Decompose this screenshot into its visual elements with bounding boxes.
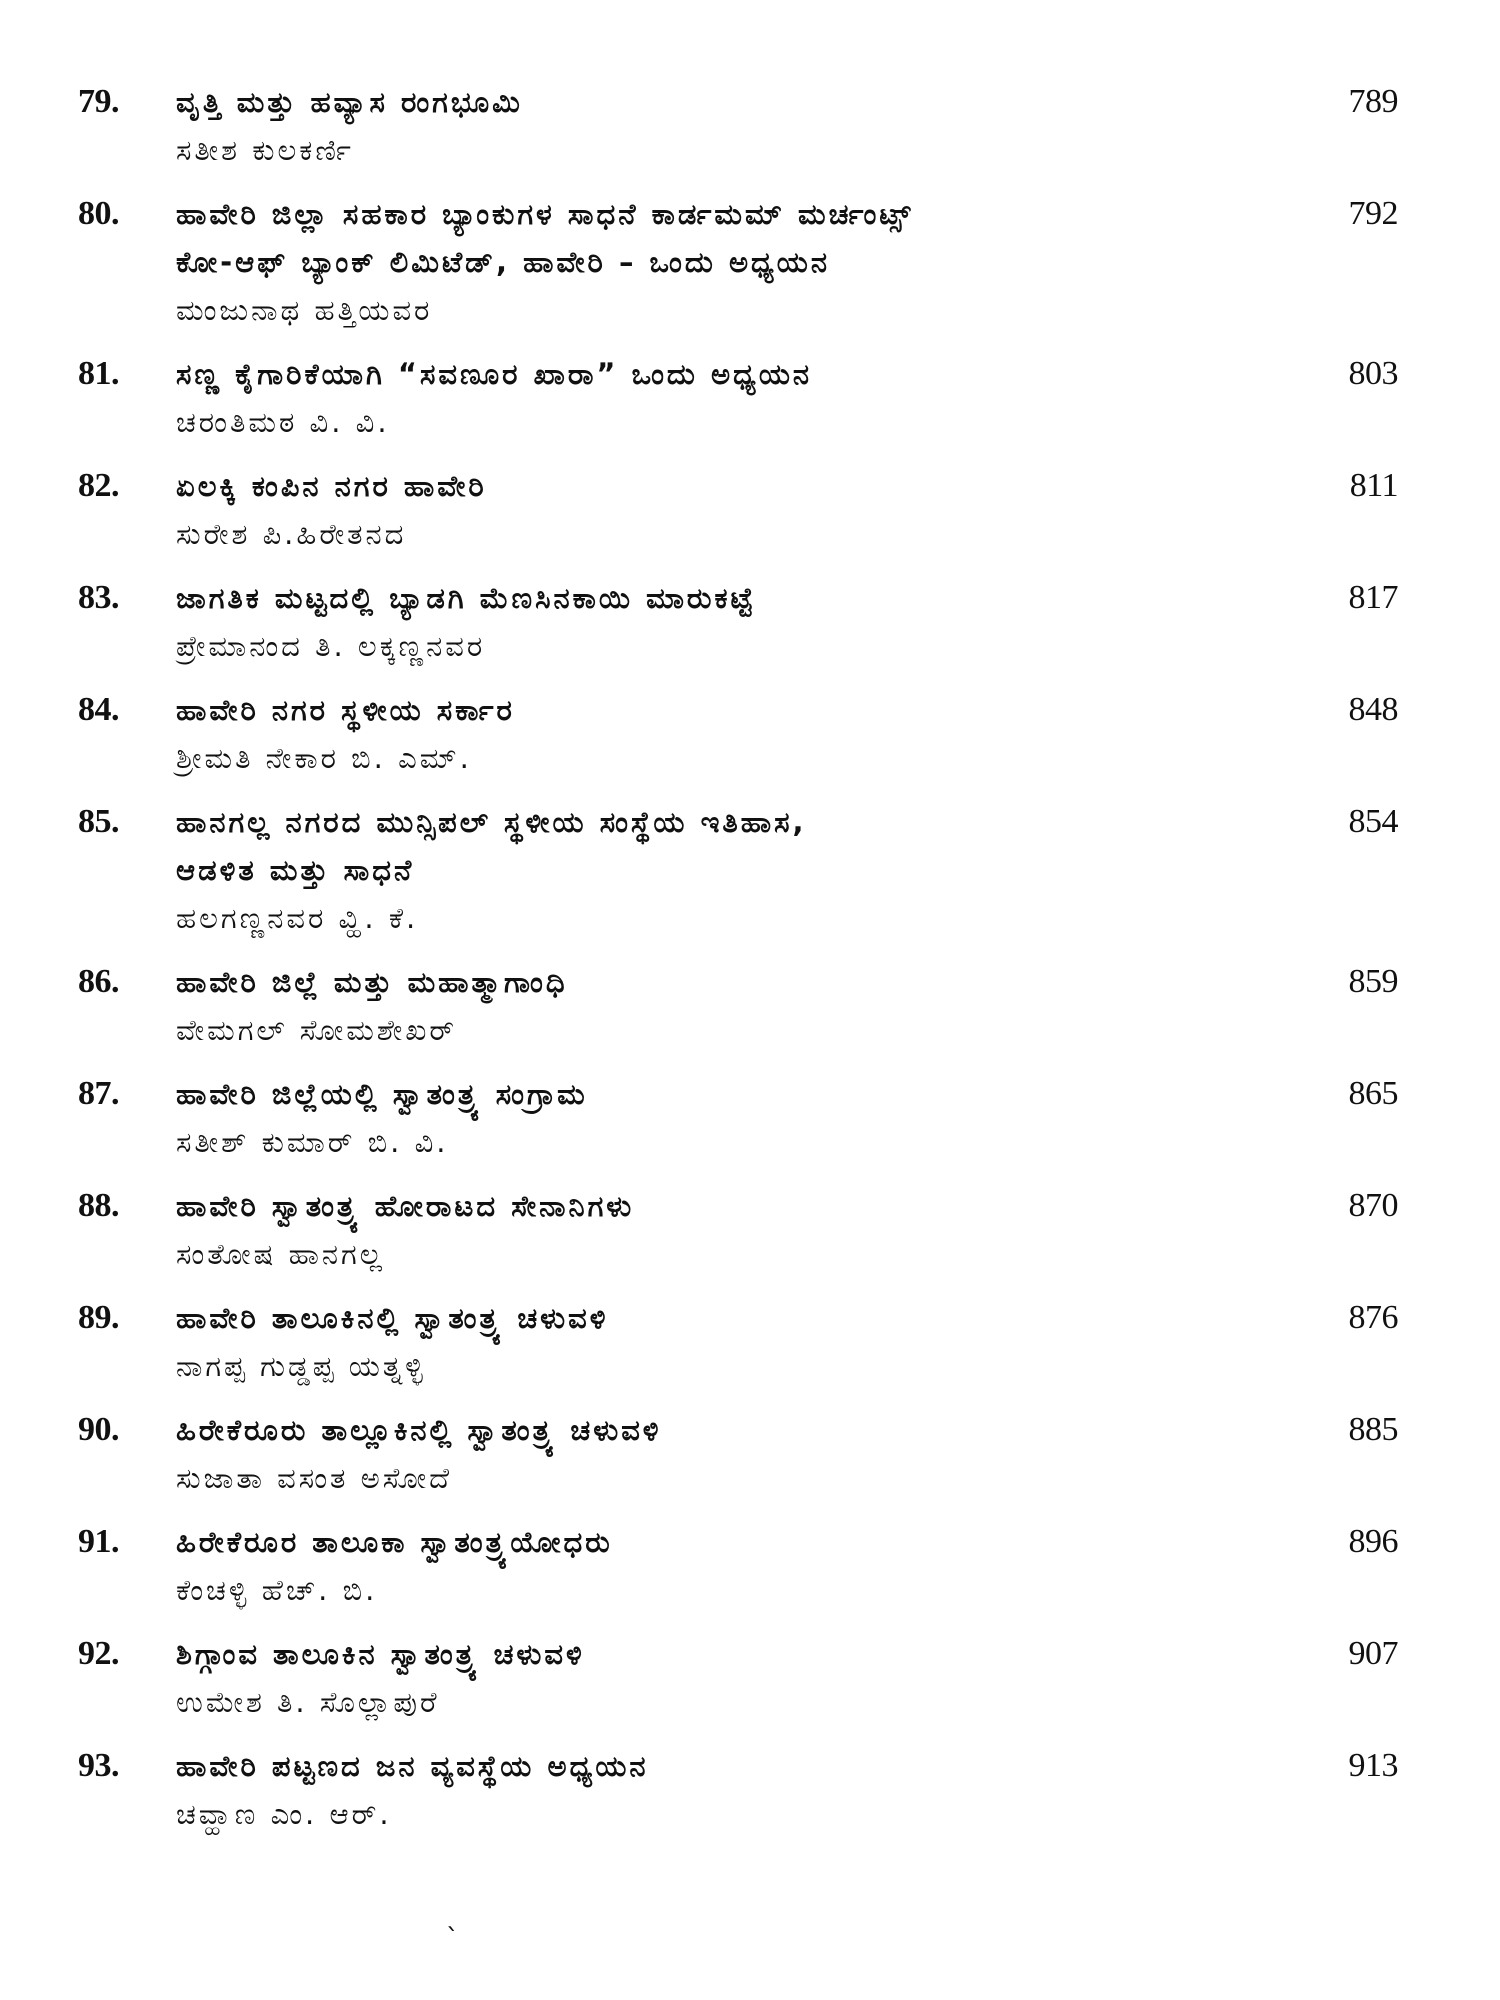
- entry-title: ಹಾವೇರಿ ಜಿಲ್ಲೆಯಲ್ಲಿ ಸ್ವಾತಂತ್ರ್ಯ ಸಂಗ್ರಾಮ: [176, 1077, 588, 1111]
- entry-title: ಹಾನಗಲ್ಲ ನಗರದ ಮುನ್ಸಿಪಲ್ ಸ್ಥಳೀಯ ಸಂಸ್ಥೆಯ ಇತಿಹಾಸ,: [176, 805, 807, 839]
- entry-page-number: 803: [1348, 355, 1398, 392]
- entry-body: [176, 1742, 1176, 1838]
- entry-page-number: 848: [1348, 691, 1398, 728]
- entry-page-number: 811: [1349, 467, 1398, 504]
- entry-number: 92.: [78, 1635, 119, 1672]
- entry-title: ಹಾವೇರಿ ನಗರ ಸ್ಥಳೀಯ ಸರ್ಕಾರ: [176, 693, 515, 727]
- entry-number: 93.: [78, 1747, 119, 1784]
- entry-title: ಸಣ್ಣ ಕೈಗಾರಿಕೆಯಾಗಿ “ಸವಣೂರ ಖಾರಾ” ಒಂದು ಅಧ್ಯಯನ: [176, 357, 813, 391]
- entry-body: [176, 190, 1176, 334]
- entry-title: ಹಾವೇರಿ ಪಟ್ಟಣದ ಜನ ವ್ಯವಸ್ಥೆಯ ಅಧ್ಯಯನ: [176, 1749, 649, 1783]
- entry-page-number: 865: [1348, 1075, 1398, 1112]
- entry-author: ಚರಂತಿಮಠ ವಿ. ವಿ.: [176, 405, 390, 439]
- entry-number: 91.: [78, 1523, 119, 1560]
- entry-page-number: 870: [1348, 1187, 1398, 1224]
- entry-title: ಹಿರೇಕೆರೂರು ತಾಲ್ಲೂಕಿನಲ್ಲಿ ಸ್ವಾತಂತ್ರ್ಯ ಚಳುವಳಿ: [176, 1413, 662, 1447]
- entry-body: [176, 462, 1176, 558]
- entry-number: 82.: [78, 467, 119, 504]
- entry-body: [176, 1294, 1176, 1390]
- toc-entry: [0, 350, 1500, 446]
- entry-page-number: 907: [1348, 1635, 1398, 1672]
- entry-author: ಸುಜಾತಾ ವಸಂತ ಅಸೋದೆ: [176, 1461, 453, 1495]
- toc-entry: [0, 1630, 1500, 1726]
- entry-body: [176, 1630, 1176, 1726]
- entry-title: ಹಾವೇರಿ ಸ್ವಾತಂತ್ರ್ಯ ಹೋರಾಟದ ಸೇನಾನಿಗಳು: [176, 1189, 635, 1223]
- entry-body: [176, 1070, 1176, 1166]
- toc-entry: [0, 574, 1500, 670]
- entry-title: ಶಿಗ್ಗಾಂವ ತಾಲೂಕಿನ ಸ್ವಾತಂತ್ರ್ಯ ಚಳುವಳಿ: [176, 1637, 585, 1671]
- entry-page-number: 896: [1348, 1523, 1398, 1560]
- entry-title: ಹಾವೇರಿ ಜಿಲ್ಲೆ ಮತ್ತು ಮಹಾತ್ಮಾಗಾಂಧಿ: [176, 965, 568, 999]
- entry-author: ಶ್ರೀಮತಿ ನೇಕಾರ ಬಿ. ಎಮ್.: [176, 741, 472, 775]
- entry-page-number: 885: [1348, 1411, 1398, 1448]
- entry-body: [176, 574, 1176, 670]
- entry-title: ಆಡಳಿತ ಮತ್ತು ಸಾಧನೆ: [176, 853, 415, 887]
- toc-entry: [0, 958, 1500, 1054]
- entry-page-number: 817: [1348, 579, 1398, 616]
- entry-page-number: 789: [1348, 83, 1398, 120]
- entry-number: 86.: [78, 963, 119, 1000]
- entry-title: ಕೋ-ಆಫ್ ಬ್ಯಾಂಕ್ ಲಿಮಿಟೆಡ್, ಹಾವೇರಿ – ಒಂದು ಅಧ್ಯಯನ: [176, 245, 830, 279]
- toc-entry: [0, 798, 1500, 942]
- toc-entry: [0, 1742, 1500, 1838]
- entry-author: ಸಂತೋಷ ಹಾನಗಲ್ಲ: [176, 1237, 385, 1271]
- entry-body: [176, 1406, 1176, 1502]
- toc-entry: [0, 1294, 1500, 1390]
- entry-body: [176, 958, 1176, 1054]
- toc-entry: [0, 686, 1500, 782]
- toc-entry: [0, 462, 1500, 558]
- entry-author: ಚವ್ಹಾಣ ಎಂ. ಆರ್.: [176, 1797, 392, 1831]
- toc-entry: [0, 1070, 1500, 1166]
- entry-author: ಹಲಗಣ್ಣನವರ ವ್ಹಿ. ಕೆ.: [176, 901, 419, 935]
- entry-page-number: 854: [1348, 803, 1398, 840]
- entry-number: 85.: [78, 803, 119, 840]
- entry-number: 80.: [78, 195, 119, 232]
- entry-title: ಏಲಕ್ಕಿ ಕಂಪಿನ ನಗರ ಹಾವೇರಿ: [176, 469, 487, 503]
- toc-entry: [0, 1182, 1500, 1278]
- toc-entry: [0, 1518, 1500, 1614]
- entry-number: 90.: [78, 1411, 119, 1448]
- entry-number: 89.: [78, 1299, 119, 1336]
- entry-author: ಸತೀಶ ಕುಲಕರ್ಣಿ: [176, 133, 354, 167]
- entry-number: 87.: [78, 1075, 119, 1112]
- entry-author: ಮಂಜುನಾಥ ಹತ್ತಿಯವರ: [176, 293, 433, 327]
- entry-title: ಹಾವೇರಿ ಜಿಲ್ಲಾ ಸಹಕಾರ ಬ್ಯಾಂಕುಗಳ ಸಾಧನೆ ಕಾರ್ಡಮಮ್ ಮರ್ಚಂಟ್ಸ್: [176, 197, 914, 231]
- toc-entry: [0, 78, 1500, 174]
- entry-title: ಹಾವೇರಿ ತಾಲೂಕಿನಲ್ಲಿ ಸ್ವಾತಂತ್ರ್ಯ ಚಳುವಳಿ: [176, 1301, 609, 1335]
- entry-title: ಹಿರೇಕೆರೂರ ತಾಲೂಕಾ ಸ್ವಾತಂತ್ರ್ಯಯೋಧರು: [176, 1525, 613, 1559]
- entry-body: [176, 1518, 1176, 1614]
- entry-body: [176, 1182, 1176, 1278]
- entry-title: ವೃತ್ತಿ ಮತ್ತು ಹವ್ಯಾಸ ರಂಗಭೂಮಿ: [176, 85, 523, 119]
- entry-page-number: 876: [1348, 1299, 1398, 1336]
- entry-body: [176, 686, 1176, 782]
- entry-author: ಪ್ರೇಮಾನಂದ ತಿ. ಲಕ್ಕಣ್ಣನವರ: [176, 629, 486, 663]
- entry-author: ವೇಮಗಲ್ ಸೋಮಶೇಖರ್: [176, 1013, 458, 1047]
- entry-number: 81.: [78, 355, 119, 392]
- entry-title: ಜಾಗತಿಕ ಮಟ್ಟದಲ್ಲಿ ಬ್ಯಾಡಗಿ ಮೆಣಸಿನಕಾಯಿ ಮಾರುಕಟ್ಟೆ: [176, 581, 756, 615]
- entry-author: ಕೆಂಚಳ್ಳಿ ಹೆಚ್. ಬಿ.: [176, 1573, 378, 1607]
- entry-page-number: 792: [1348, 195, 1398, 232]
- entry-author: ಸತೀಶ್ ಕುಮಾರ್ ಬಿ. ವಿ.: [176, 1125, 449, 1159]
- entry-number: 83.: [78, 579, 119, 616]
- toc-entry: [0, 190, 1500, 334]
- entry-page-number: 859: [1348, 963, 1398, 1000]
- entry-number: 79.: [78, 83, 119, 120]
- entry-body: [176, 78, 1176, 174]
- table-of-contents: [0, 78, 1500, 1854]
- entry-page-number: 913: [1348, 1747, 1398, 1784]
- entry-number: 88.: [78, 1187, 119, 1224]
- toc-entry: [0, 1406, 1500, 1502]
- entry-number: 84.: [78, 691, 119, 728]
- entry-body: [176, 350, 1176, 446]
- entry-body: [176, 798, 1176, 942]
- stray-mark: `: [446, 1924, 459, 1954]
- entry-author: ನಾಗಪ್ಪ ಗುಡ್ಡಪ್ಪ ಯತ್ನಳ್ಳಿ: [176, 1349, 426, 1383]
- entry-author: ಉಮೇಶ ತಿ. ಸೊಲ್ಲಾಪುರೆ: [176, 1685, 440, 1719]
- entry-author: ಸುರೇಶ ಪಿ.ಹಿರೇತನದ: [176, 517, 407, 551]
